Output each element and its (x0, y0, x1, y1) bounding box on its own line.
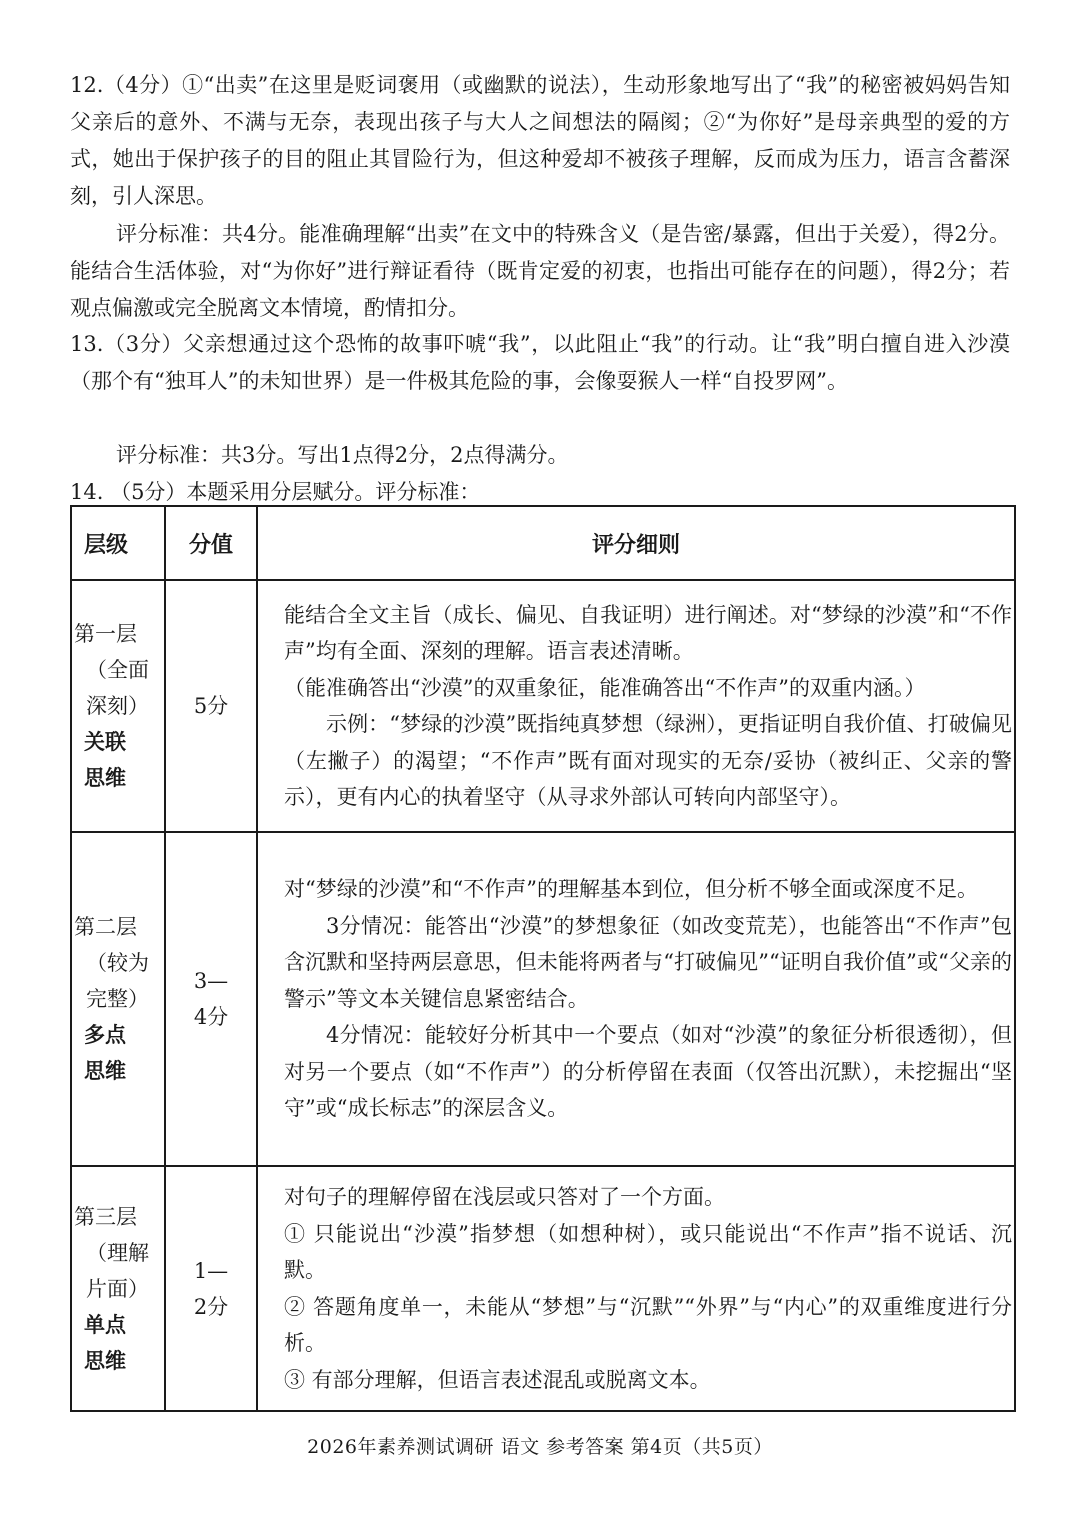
detail-cell (257, 832, 1015, 1166)
level-name-line: （全面 (86, 658, 149, 682)
detail-paragraph: 示例：“梦绿的沙漠”既指纯真梦想（绿洲），更指证明自我价值、打破偏见（左撇子）的渴望；“不作声”既有面对现实的无奈/妥协（被纠正、父亲的警示），更有内心的执着坚守（从寻求外部认可转向内部坚守）。 (284, 712, 1012, 809)
score-value-line: 1— (193, 1258, 229, 1283)
detail-cell (257, 1166, 1015, 1411)
detail-paragraph: 4分情况：能较好分析其中一个要点（如对“沙漠”的象征分析很透彻），但对另一个要点（如“不作声”）的分析停留在表面（仅答出沉默），未挖掘出“坚守”或“成长标志”的深层含义。 (284, 1023, 1012, 1121)
score-cell (165, 580, 257, 832)
q14-intro: 14. （5分）本题采用分层赋分。评分标准： (70, 480, 481, 504)
score-cell (165, 832, 257, 1166)
detail-paragraph: 对句子的理解停留在浅层或只答对了一个方面。 (284, 1185, 725, 1209)
detail-paragraph: （能准确答出“沙漠”的双重象征，能准确答出“不作声”的双重内涵。） (284, 675, 926, 700)
detail-paragraph: 对“梦绿的沙漠”和“不作声”的理解基本到位，但分析不够全面或深度不足。 (284, 877, 978, 902)
score-cell (165, 1166, 257, 1411)
level-name-line: 片面） (86, 1276, 149, 1301)
page-footer: 2026年素养测试调研 语文 参考答案 第4页（共5页） (307, 1436, 773, 1458)
rubric-row (71, 580, 1015, 832)
rubric-row (71, 1166, 1015, 1411)
header-detail: 评分细则 (257, 506, 1015, 580)
score-value-line: 4分 (193, 1005, 229, 1029)
detail-paragraph: ② 答题角度单一，未能从“梦想”与“沉默”“外界”与“内心”的双重维度进行分析。 (284, 1294, 1012, 1355)
thinking-type-line: 思维 (84, 1348, 126, 1373)
level-cell (71, 832, 165, 1166)
detail-paragraph: ③ 有部分理解，但语言表述混乱或脱离文本。 (284, 1367, 711, 1392)
level-name-line: 完整） (86, 987, 149, 1011)
level-name-line: （理解 (86, 1240, 149, 1265)
q13-answer: 13.（3分）父亲想通过这个恐怖的故事吓唬“我”，以此阻止“我”的行动。让“我”明白擅自进入沙漠（那个有“独耳人”的未知世界）是一件极其危险的事，会像耍猴人一样“自投罗网”。 (70, 332, 1010, 393)
score-value-line: 2分 (193, 1294, 229, 1319)
thinking-type-line: 多点 (84, 1023, 126, 1047)
detail-cell (257, 580, 1015, 832)
thinking-type-line: 思维 (84, 766, 126, 790)
level-name-line: 第三层 (74, 1204, 137, 1229)
detail-paragraph: 能结合全文主旨（成长、偏见、自我证明）进行阐述。对“梦绿的沙漠”和“不作声”均有全面、深刻的理解。语言表述清晰。 (284, 602, 1012, 663)
level-cell (71, 1166, 165, 1411)
thinking-type-line: 思维 (84, 1059, 126, 1083)
level-name-line: 第二层 (74, 915, 137, 939)
thinking-type-line: 单点 (84, 1312, 126, 1337)
scoring-rubric-table (70, 505, 1016, 1412)
level-name-line: （较为 (86, 951, 149, 975)
header-level: 层级 (71, 506, 165, 580)
level-name-line: 深刻） (86, 694, 149, 718)
detail-paragraph: ① 只能说出“沙漠”指梦想（如想种树），或只能说出“不作声”指不说话、沉默。 (284, 1221, 1012, 1282)
score-value-line: 3— (193, 969, 229, 993)
header-score: 分值 (165, 506, 257, 580)
score-value-line: 5分 (193, 694, 229, 718)
q13-scoring-criteria: 评分标准：共3分。写出1点得2分，2点得满分。 (116, 443, 569, 467)
level-name-line: 第一层 (74, 622, 137, 646)
detail-paragraph: 3分情况：能答出“沙漠”的梦想象征（如改变荒芜），也能答出“不作声”包含沉默和坚持两层意思，但未能将两者与“打破偏见”“证明自我价值”或“父亲的警示”等文本关键信息紧密结合。 (284, 913, 1012, 1011)
thinking-type-line: 关联 (84, 730, 126, 754)
q12-scoring-criteria: 评分标准：共4分。能准确理解“出卖”在文中的特殊含义（是告密/暴露，但出于关爱），得2分。能结合生活体验，对“为你好”进行辩证看待（既肯定爱的初衷，也指出可能存在的问题），得2分；若观点偏激或完全脱离文本情境，酌情扣分。 (70, 222, 1010, 320)
rubric-row (71, 832, 1015, 1166)
q12-answer: 12.（4分）①“出卖”在这里是贬词褒用（或幽默的说法），生动形象地写出了“我”的秘密被妈妈告知父亲后的意外、不满与无奈，表现出孩子与大人之间想法的隔阂；②“为你好”是母亲典型的爱的方式，她出于保护孩子的目的阻止其冒险行为，但这种爱却不被孩子理解，反而成为压力，语言含蓄深刻，引人深思。 (70, 73, 1010, 208)
level-cell (71, 580, 165, 832)
rubric-header-row (71, 506, 1015, 580)
